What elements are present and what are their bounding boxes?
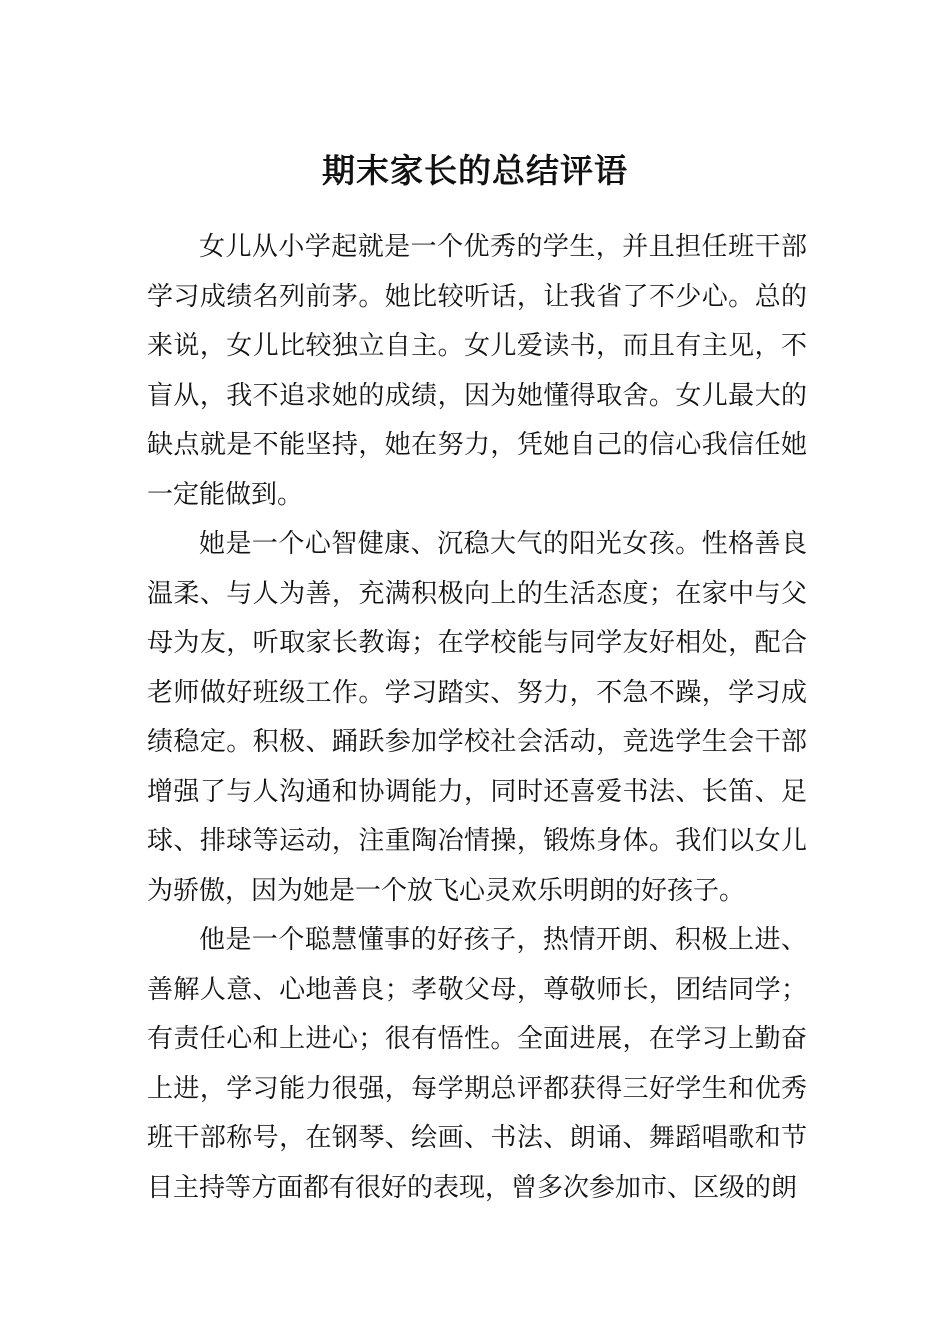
paragraph-1: 女儿从小学起就是一个优秀的学生，并且担任班干部学习成绩名列前茅。她比较听话，让我省了不少心。总的来说，女儿比较独立自主。女儿爱读书，而且有主见，不盲从，我不追求她的成绩，因为她懂得取舍。女儿最大的缺点就是不能坚持，她在努力，凭她自己的信心我信任她一定能做到。 — [147, 232, 807, 510]
paragraph-2: 她是一个心智健康、沉稳大气的阳光女孩。性格善良温柔、与人为善，充满积极向上的生活态度；在家中与父母为友，听取家长教诲；在学校能与同学友好相处，配合老师做好班级工作。学习踏实、努力，不急不躁，学习成绩稳定。积极、踊跃参加学校社会活动，竞选学生会干部增强了与人沟通和协调能力，同时还喜爱书法、长笛、足球、排球等运动，注重陶冶情操，锻炼身体。我们以女儿为骄傲，因为她是一个放飞心灵欢乐明朗的好孩子。 — [147, 529, 807, 906]
paragraph-3: 他是一个聪慧懂事的好孩子，热情开朗、积极上进、善解人意、心地善良；孝敬父母，尊敬师长，团结同学；有责任心和上进心；很有悟性。全面进展，在学习上勤奋上进，学习能力很强，每学期总评都获得三好学生和优秀班干部称号，在钢琴、绘画、书法、朗诵、舞蹈唱歌和节目主持等方面都有很好的表现，曾多次参加市、区级的朗 — [147, 925, 807, 1203]
document-body — [147, 223, 807, 1213]
document-title: 期末家长的总结评语 — [322, 151, 628, 191]
